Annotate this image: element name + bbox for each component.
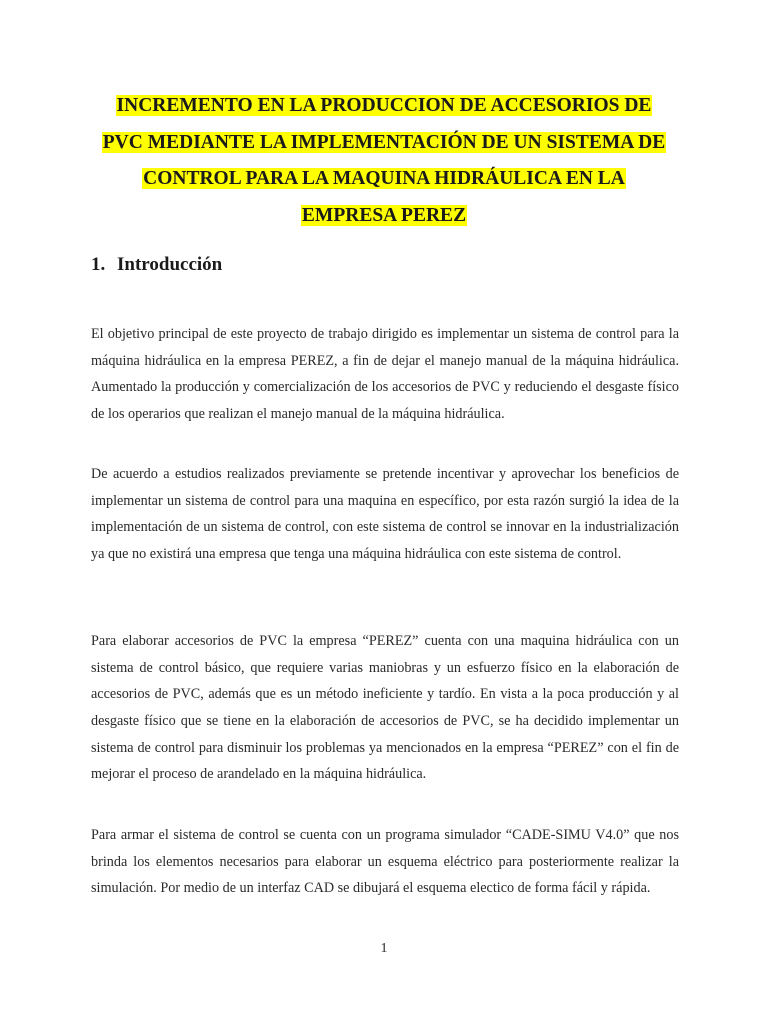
title-line-text: PVC MEDIANTE LA IMPLEMENTACIÓN DE UN SISTEMA DE	[102, 131, 666, 153]
section-title: Introducción	[117, 254, 223, 275]
paragraph: Para armar el sistema de control se cuenta con un programa simulador “CADE-SIMU V4.0” que nos brinda los elementos necesarios para elaborar un esquema eléctrico para posteriormente realizar la simulación. Por medio de un interfaz CAD se dibujará el esquema electico de forma fácil y rápida.	[91, 827, 679, 897]
title-line	[60, 161, 708, 198]
paragraph: De acuerdo a estudios realizados previamente se pretende incentivar y aprovechar los beneficios de implementar un sistema de control para una maquina en específico, por esta razón surgió la idea de la implementación de un sistema de control, con este sistema de control se innovar en la industrialización ya que no existirá una empresa que tenga una máquina hidráulica con este sistema de control.	[91, 466, 679, 562]
title-line	[60, 88, 708, 125]
title-line-text: EMPRESA PEREZ	[301, 204, 467, 226]
title-line-text: CONTROL PARA LA MAQUINA HIDRÁULICA EN LA	[143, 168, 625, 189]
page-number: 1	[380, 941, 388, 956]
title-line	[60, 198, 708, 235]
title-line	[60, 125, 708, 162]
section-heading	[91, 253, 222, 277]
paragraph: Para elaborar accesorios de PVC la empresa “PEREZ” cuenta con una maquina hidráulica con un sistema de control básico, que requiere varias maniobras y un esfuerzo físico en la elaboración de accesorios de PVC, además que es un método ineficiente y tardío. En vista a la poca producción y al desgaste físico que se tiene en la elaboración de accesorios de PVC, se ha decidido implementar un sistema de control para disminuir los problemas ya mencionados en la empresa “PEREZ” con el fin de mejorar el proceso de arandelado en la máquina hidráulica.	[91, 633, 679, 783]
paragraph: El objetivo principal de este proyecto de trabajo dirigido es implementar un sistema de control para la máquina hidráulica en la empresa PEREZ, a fin de dejar el manejo manual de la máquina hidráulica. Aumentado la producción y comercialización de los accesorios de PVC y reduciendo el desgaste físico de los operarios que realizan el manejo manual de la máquina hidráulica.	[91, 326, 679, 422]
title-line-text: INCREMENTO EN LA PRODUCCION DE ACCESORIOS DE	[116, 95, 652, 116]
document-title	[60, 88, 708, 234]
section-number: 1.	[91, 254, 106, 275]
